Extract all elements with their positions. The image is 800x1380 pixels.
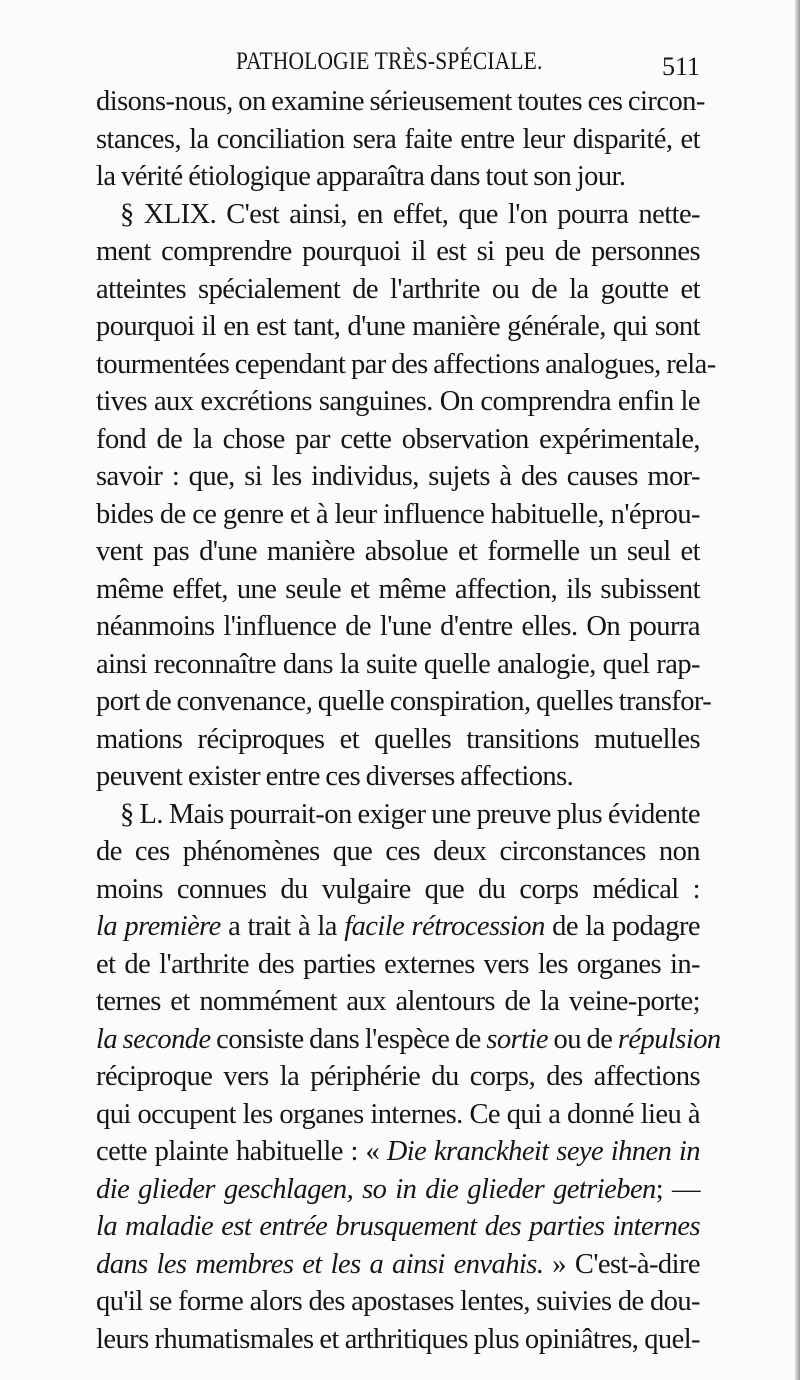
italic-text: la seconde bbox=[96, 1023, 211, 1055]
text-line bbox=[96, 346, 716, 384]
text-line bbox=[96, 121, 700, 159]
text-segment: même effet, une seule et même affection, ils subissent bbox=[96, 573, 700, 605]
text-line bbox=[96, 721, 700, 759]
italic-text: sortie bbox=[486, 1023, 548, 1055]
text-segment: cette plainte habituelle : « bbox=[96, 1136, 387, 1167]
text-line bbox=[96, 271, 700, 309]
text-line bbox=[96, 533, 700, 571]
text-segment: réciproque vers la périphérie du corps, des affections bbox=[96, 1061, 700, 1092]
text-line bbox=[96, 871, 700, 909]
text-segment: moins connues du vulgaire que du corps médical : bbox=[96, 873, 700, 905]
text-segment: de ces phénomènes que ces deux circonstances non bbox=[96, 836, 700, 867]
text-line bbox=[96, 908, 700, 946]
text-line bbox=[96, 383, 700, 421]
text-line bbox=[96, 458, 700, 496]
text-line bbox=[96, 158, 700, 196]
text-segment: qui occupent les organes internes. Ce qui a donné lieu à bbox=[96, 1098, 700, 1130]
text-segment: qu'il se forme alors des apostases lentes, suivies de dou- bbox=[96, 1286, 700, 1317]
text-segment: tives aux excrétions sanguines. On comprendra enfin le bbox=[96, 386, 700, 417]
text-segment: port de convenance, quelle conspiration, quelles transfor- bbox=[96, 686, 712, 717]
text-line bbox=[96, 421, 700, 459]
italic-text: Die kranckheit seye ihnen in bbox=[386, 1136, 700, 1167]
text-segment: néanmoins l'influence de l'une d'entre elles. On pourra bbox=[96, 611, 700, 642]
text-segment: ou de bbox=[547, 1023, 618, 1055]
text-segment: fond de la chose par cette observation expérimentale, bbox=[96, 423, 700, 455]
text-line bbox=[96, 983, 700, 1021]
text-line bbox=[96, 1096, 700, 1134]
text-segment: § XLIX. C'est ainsi, en effet, que l'on pourra nette- bbox=[120, 198, 700, 230]
text-line bbox=[96, 1208, 700, 1246]
italic-text: die glieder geschlagen, so in die glieder getrieben bbox=[96, 1173, 656, 1205]
text-line bbox=[96, 1021, 721, 1059]
text-segment: ; — bbox=[655, 1173, 700, 1205]
running-title: PATHOLOGIE TRÈS-SPÉCIALE. bbox=[236, 48, 543, 75]
text-segment: ternes et nommément aux alentours de la veine-porte; bbox=[96, 986, 700, 1017]
text-line bbox=[96, 608, 700, 646]
text-line bbox=[96, 1058, 700, 1096]
text-segment: la vérité étiologique apparaîtra dans tout son jour. bbox=[96, 161, 626, 192]
text-segment: disons-nous, on examine sérieusement toutes ces circon- bbox=[96, 86, 705, 117]
text-line bbox=[96, 646, 700, 684]
text-segment: pourquoi il en est tant, d'une manière générale, qui sont bbox=[96, 311, 700, 342]
text-segment: mations réciproques et quelles transitions mutuelles bbox=[96, 723, 700, 755]
italic-text: facile rétrocession bbox=[344, 911, 545, 942]
text-line bbox=[96, 496, 700, 534]
text-segment: bides de ce genre et à leur influence habituelle, n'éprou- bbox=[96, 498, 700, 530]
page-header bbox=[96, 44, 706, 88]
text-line bbox=[96, 1171, 700, 1209]
text-line bbox=[96, 833, 700, 871]
text-segment: peuvent exister entre ces diverses affections. bbox=[96, 761, 574, 792]
text-line bbox=[96, 1246, 700, 1284]
text-segment: leurs rhumatismales et arthritiques plus opiniâtres, quel- bbox=[96, 1323, 700, 1355]
text-segment: § L. Mais pourrait-on exiger une preuve plus évidente bbox=[120, 798, 700, 830]
text-segment: a trait à la bbox=[220, 911, 345, 942]
italic-text: répulsion bbox=[617, 1023, 721, 1055]
text-line bbox=[96, 1283, 700, 1321]
text-line bbox=[96, 83, 705, 121]
italic-text: dans les membres et les a ainsi envahis. bbox=[96, 1248, 544, 1280]
text-line bbox=[96, 233, 700, 271]
page-number: 511 bbox=[661, 52, 700, 81]
text-line bbox=[96, 758, 700, 796]
text-segment: stances, la conciliation sera faite entre leur disparité, et bbox=[96, 123, 700, 155]
text-segment: et de l'arthrite des parties externes vers les organes in- bbox=[96, 948, 700, 980]
text-line bbox=[96, 683, 712, 721]
text-line bbox=[96, 796, 700, 834]
text-segment: atteintes spécialement de l'arthrite ou de la goutte et bbox=[96, 273, 700, 305]
text-segment: vent pas d'une manière absolue et formelle un seul et bbox=[96, 536, 700, 567]
text-segment: ment comprendre pourquoi il est si peu de personnes bbox=[96, 236, 700, 267]
text-line bbox=[96, 571, 700, 609]
text-line bbox=[96, 308, 700, 346]
body-text bbox=[96, 83, 721, 1358]
italic-text: la première bbox=[96, 911, 221, 942]
text-segment: de la podagre bbox=[544, 911, 700, 942]
text-segment: tourmentées cependant par des affections analogues, rela- bbox=[96, 348, 716, 380]
text-segment: savoir : que, si les individus, sujets à des causes mor- bbox=[96, 461, 700, 492]
text-line bbox=[96, 196, 700, 234]
text-segment: consiste dans l'espèce de bbox=[210, 1023, 487, 1055]
italic-text: la maladie est entrée brusquement des parties internes bbox=[96, 1211, 700, 1242]
text-segment: » C'est-à-dire bbox=[543, 1248, 700, 1280]
text-segment: ainsi reconnaître dans la suite quelle analogie, quel rap- bbox=[96, 648, 700, 680]
text-line bbox=[96, 1321, 700, 1359]
text-line bbox=[96, 946, 700, 984]
text-line bbox=[96, 1133, 700, 1171]
